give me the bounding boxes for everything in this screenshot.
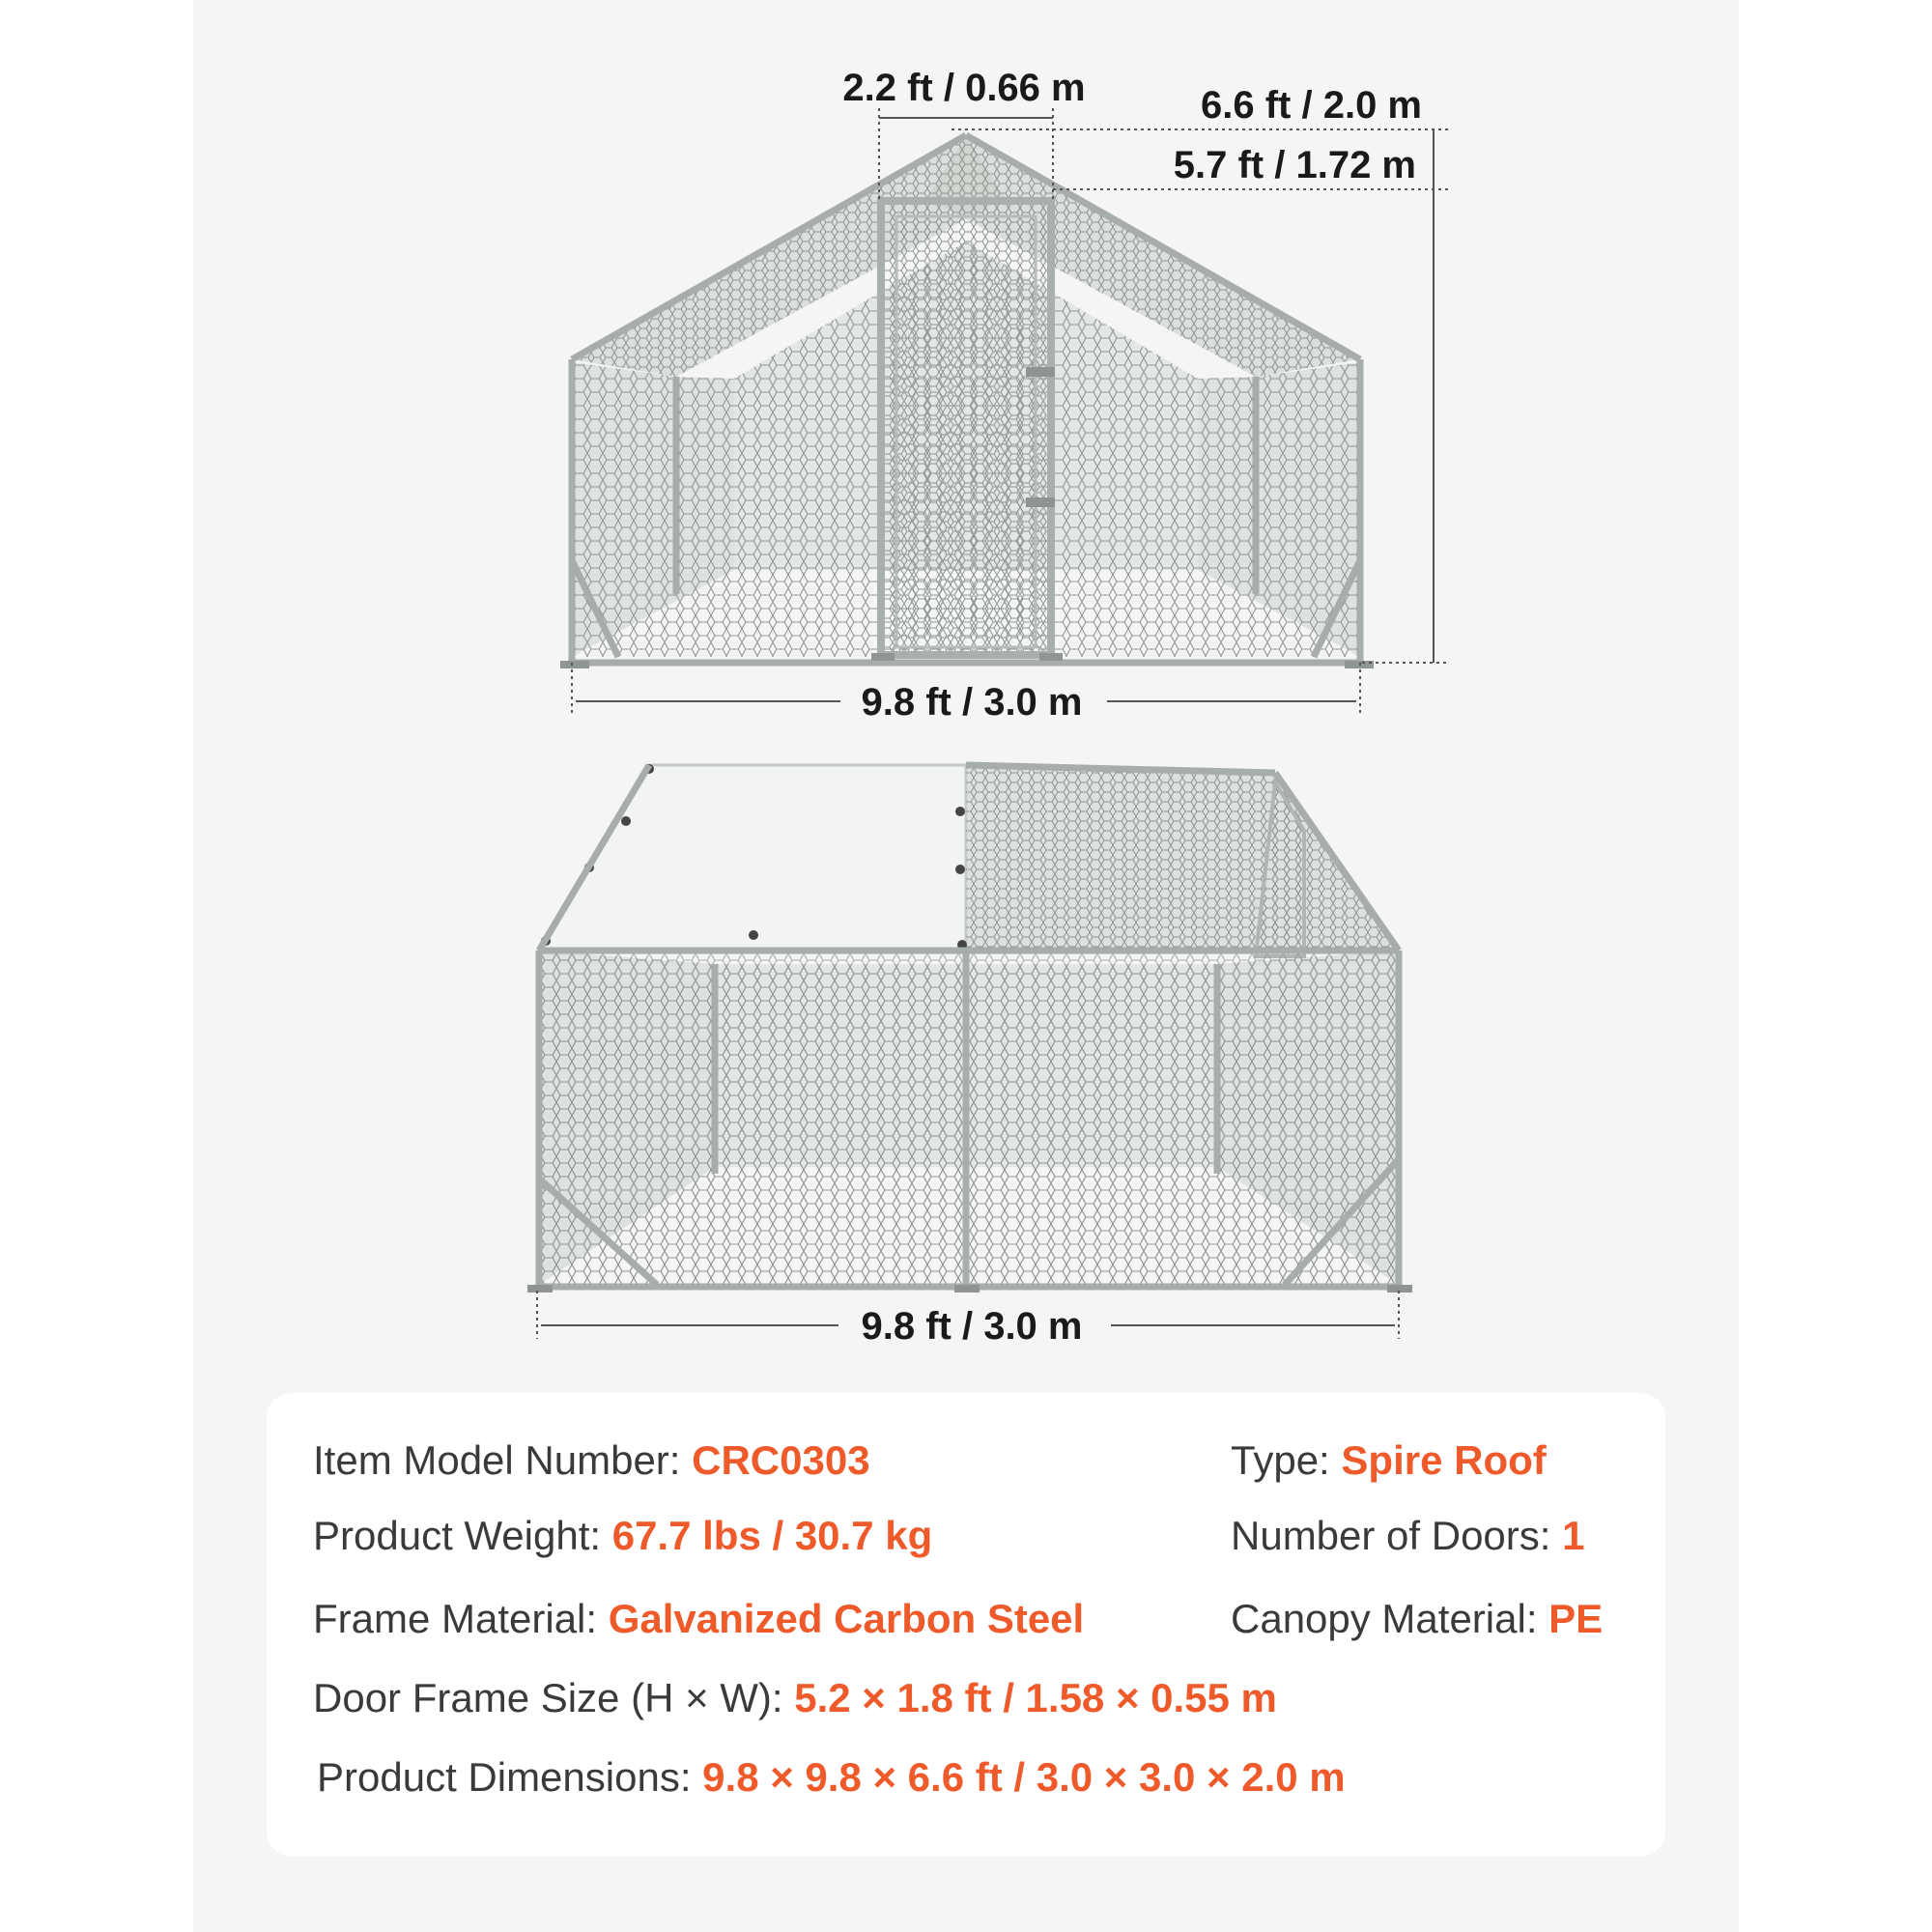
front-width-label: 9.8 ft / 3.0 m xyxy=(861,681,1083,724)
front-view-coop xyxy=(560,135,1374,668)
front-door-height-label: 5.7 ft / 1.72 m xyxy=(1173,144,1416,186)
front-ridge-width-label: 2.2 ft / 0.66 m xyxy=(842,67,1086,109)
spec-type-value: Spire Roof xyxy=(1341,1437,1547,1483)
spec-type xyxy=(1231,1437,1547,1484)
spec-canopy-value: PE xyxy=(1548,1596,1604,1641)
spec-door-frame-value: 5.2 × 1.8 ft / 1.58 × 0.55 m xyxy=(794,1675,1277,1720)
perspective-canopy xyxy=(539,765,966,951)
perspective-width-label: 9.8 ft / 3.0 m xyxy=(861,1305,1083,1348)
spec-frame-value: Galvanized Carbon Steel xyxy=(608,1596,1085,1641)
spec-dimensions-value: 9.8 × 9.8 × 6.6 ft / 3.0 × 3.0 × 2.0 m xyxy=(702,1754,1346,1800)
spec-model-label: Item Model Number: xyxy=(313,1437,693,1483)
front-door xyxy=(881,201,1055,655)
spec-frame-label: Frame Material: xyxy=(313,1596,609,1641)
perspective-view-coop xyxy=(527,764,1412,1293)
spec-model xyxy=(313,1437,870,1484)
spec-canopy xyxy=(1231,1596,1603,1642)
spec-doors-value: 1 xyxy=(1562,1513,1585,1558)
spec-type-label: Type: xyxy=(1231,1437,1342,1483)
spec-dimensions-label: Product Dimensions: xyxy=(317,1754,703,1800)
spec-door-frame xyxy=(313,1675,1277,1721)
spec-model-value: CRC0303 xyxy=(692,1437,870,1483)
spec-weight xyxy=(313,1513,932,1559)
spec-dimensions xyxy=(317,1754,1346,1801)
spec-frame xyxy=(313,1596,1084,1642)
spec-doors xyxy=(1231,1513,1584,1559)
spec-canopy-label: Canopy Material: xyxy=(1231,1596,1549,1641)
spec-weight-value: 67.7 lbs / 30.7 kg xyxy=(611,1513,933,1558)
spec-weight-label: Product Weight: xyxy=(313,1513,612,1558)
spec-doors-label: Number of Doors: xyxy=(1231,1513,1563,1558)
front-total-height-label: 6.6 ft / 2.0 m xyxy=(1201,84,1422,127)
spec-door-frame-label: Door Frame Size (H × W): xyxy=(313,1675,795,1720)
